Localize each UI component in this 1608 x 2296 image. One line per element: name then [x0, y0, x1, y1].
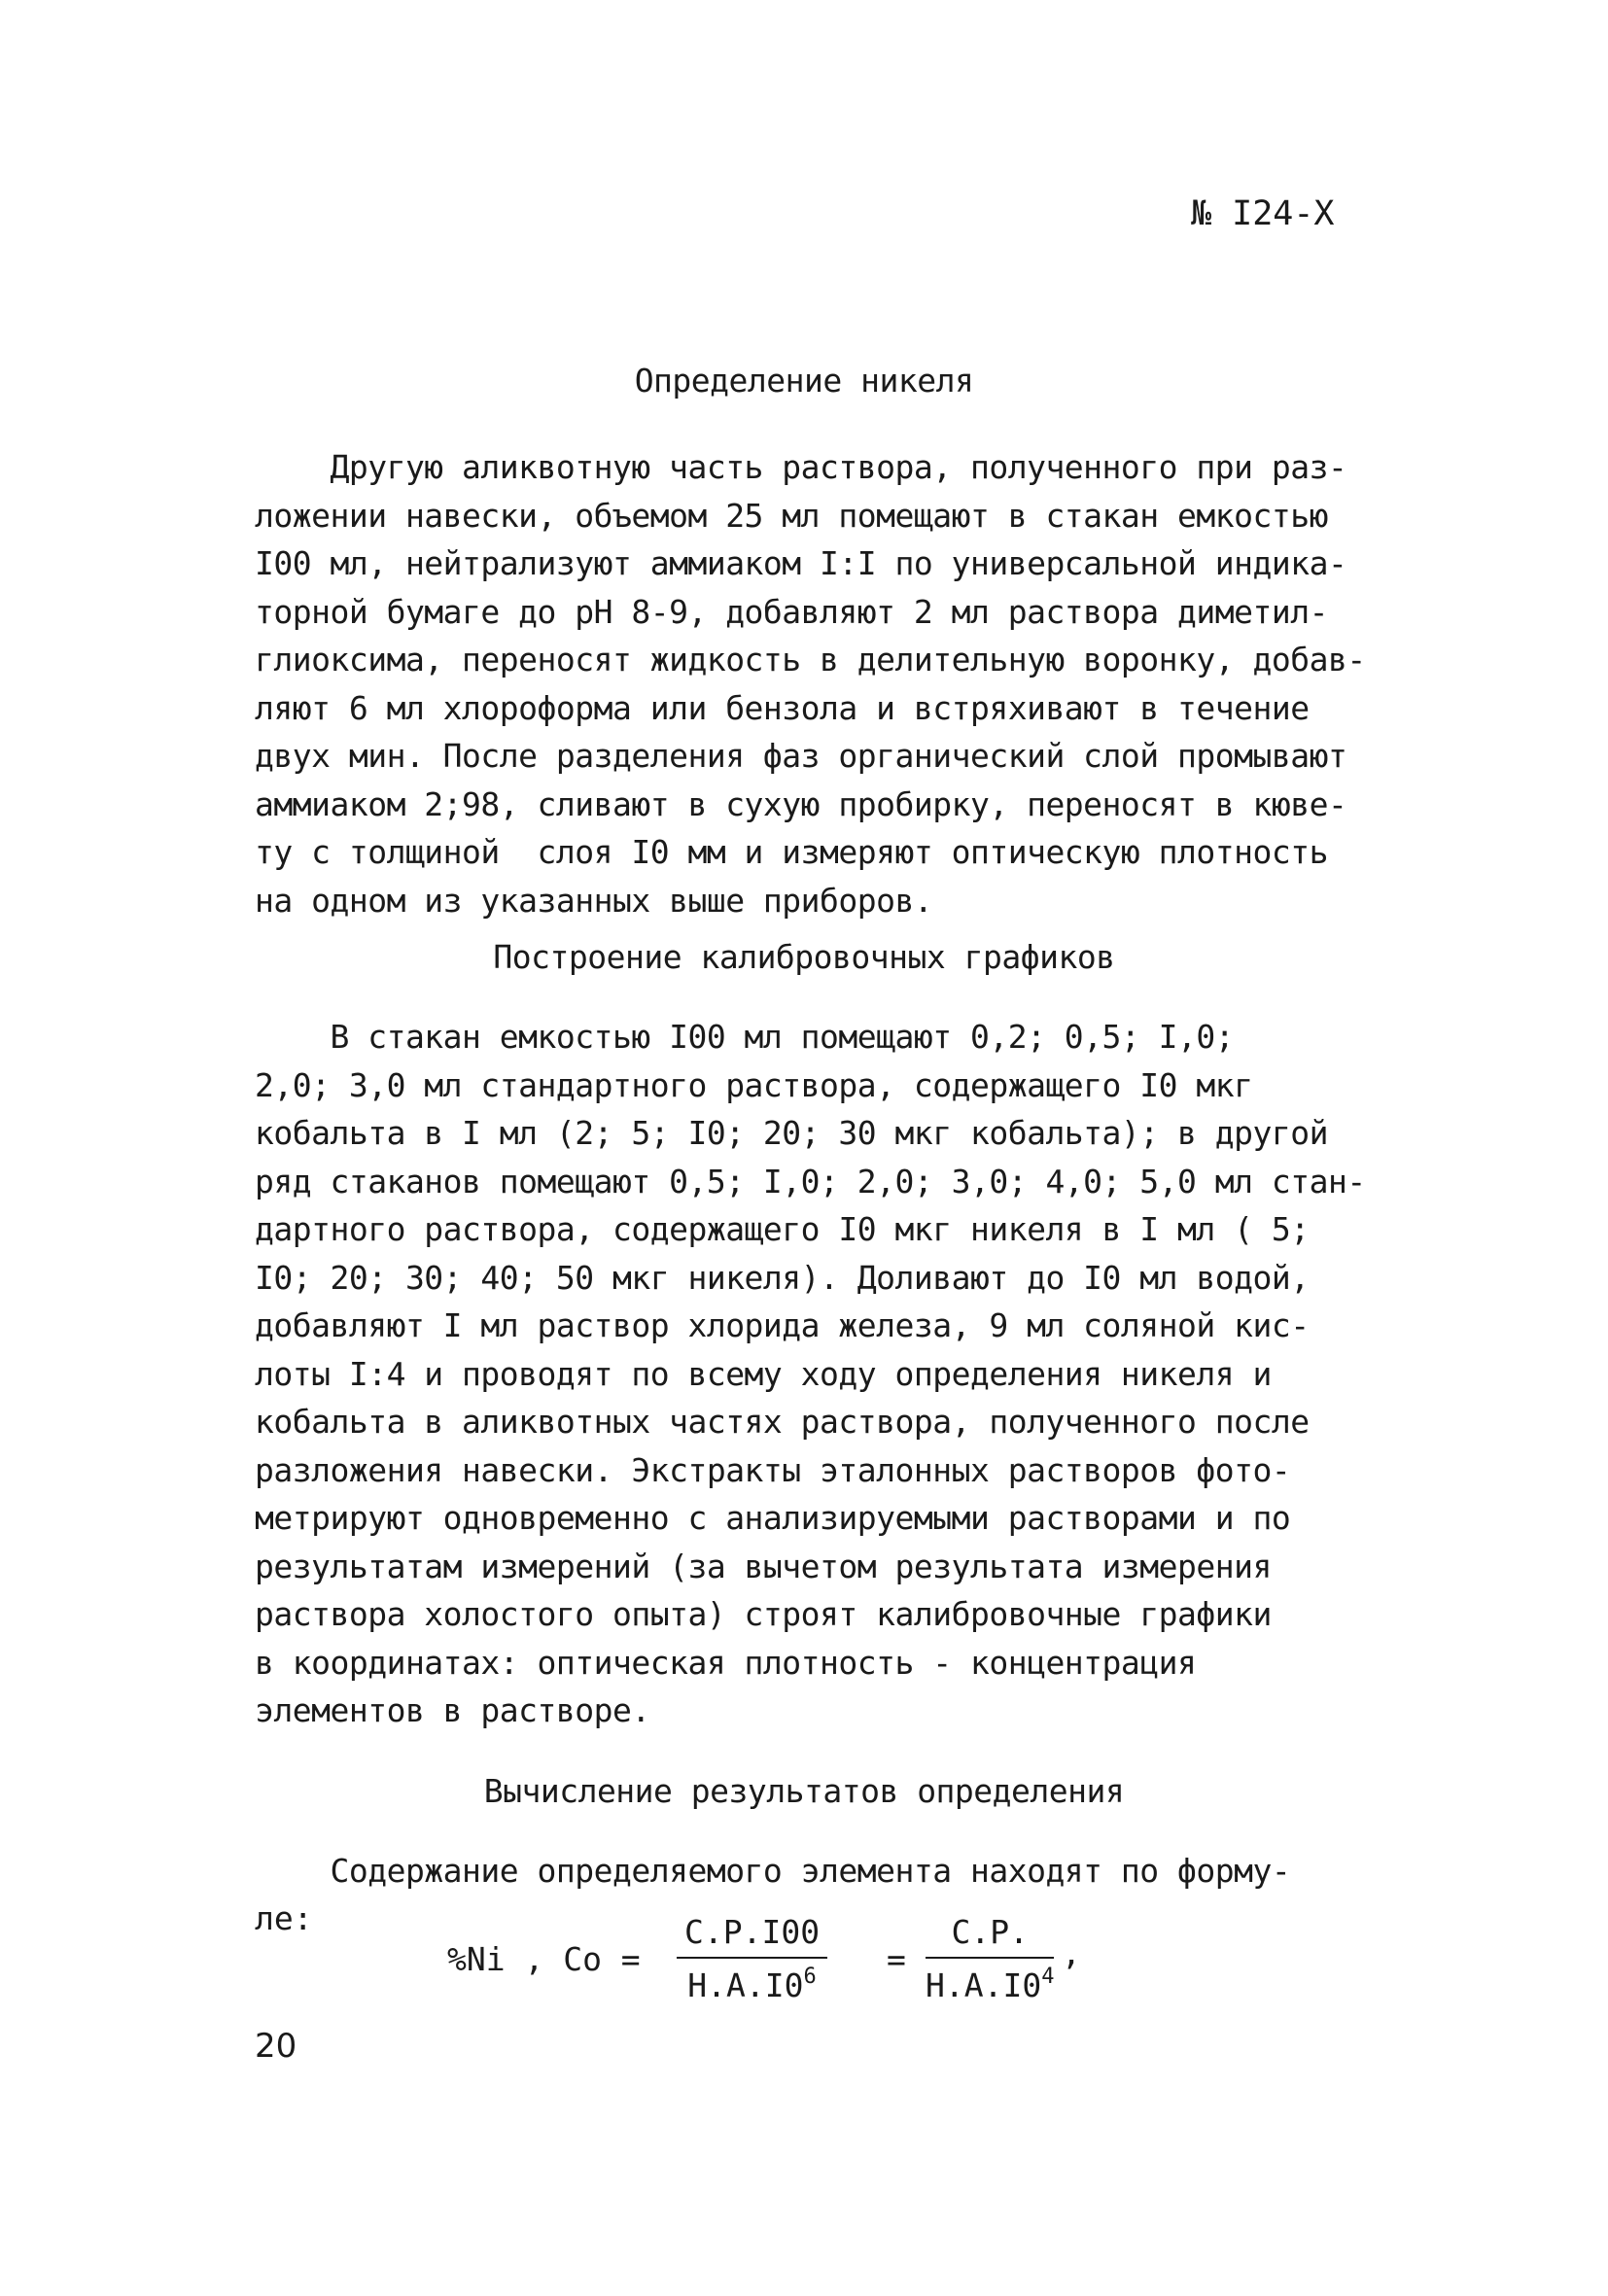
text-line: Содержание определяемого элемента находят по форму-: [255, 1852, 1291, 1890]
formula-fraction-2: [926, 1913, 1054, 2004]
text-line: кобальта в I мл (2; 5; I0; 20; 30 мкг кобальта); в другой: [255, 1114, 1328, 1152]
fraction-numerator: C.P.: [926, 1913, 1054, 1959]
text-line: I0; 20; 30; 40; 50 мкг никеля). Доливают до I0 мл водой,: [255, 1258, 1310, 1297]
page-number: 20: [255, 2027, 297, 2066]
text-line: двух мин. После разделения фаз органический слой промывают: [255, 737, 1347, 775]
document-number: № I24-Х: [1191, 194, 1335, 233]
fraction-denominator: $H.A.I0^4$: [926, 1965, 1055, 2004]
paragraph-calibration: [255, 1013, 1366, 1735]
text-line: ляют 6 мл хлороформа или бензола и встряхивают в течение: [255, 688, 1310, 727]
text-line: элементов в растворе.: [255, 1691, 650, 1729]
text-line: лоты I:4 и проводят по всему ходу определения никеля и: [255, 1354, 1272, 1393]
paragraph-calculation: [255, 1847, 1290, 1896]
fraction-numerator: C.P.I00: [677, 1913, 827, 1959]
text-line: разложения навески. Экстракты эталонных растворов фото-: [255, 1450, 1291, 1489]
section-heading-calibration: Построение калибровочных графиков: [493, 938, 1115, 976]
text-line: 2,0; 3,0 мл стандартного раствора, содержащего I0 мкг: [255, 1065, 1253, 1104]
text-line: раствора холостого опыта) строят калибровочные графики: [255, 1595, 1272, 1633]
text-line: ряд стаканов помещают 0,5; I,0; 2,0; 3,0; 4,0; 5,0 мл стан-: [255, 1162, 1366, 1200]
formula-lhs: %Ni , Co =: [447, 1940, 641, 1978]
text-line: ложении навески, объемом 25 мл помещают в стакан емкостью: [255, 496, 1328, 535]
formula-equals: =: [887, 1940, 906, 1978]
text-line: добавляют I мл раствор хлорида железа, 9 мл соляной кис-: [255, 1306, 1310, 1344]
text-line: торной бумаге до pH 8-9, добавляют 2 мл раствора диметил-: [255, 592, 1328, 631]
section-heading-nickel: Определение никеля: [634, 362, 974, 400]
text-line: в координатах: оптическая плотность - концентрация: [255, 1643, 1197, 1682]
text-line: результатам измерений (за вычетом результата измерения: [255, 1547, 1272, 1585]
text-line: В стакан емкостью I00 мл помещают 0,2; 0,5; I,0;: [255, 1018, 1235, 1056]
text-line: на одном из указанных выше приборов.: [255, 881, 933, 920]
formula-tail: ,: [1062, 1934, 1081, 1972]
text-line: глиоксима, переносят жидкость в делительную воронку, добав-: [255, 641, 1366, 678]
text-line: кобальта в аликвотных частях раствора, полученного после: [255, 1403, 1310, 1441]
text-line: дартного раствора, содержащего I0 мкг никеля в I мл ( 5;: [255, 1210, 1310, 1248]
section-heading-calculation: Вычисление результатов определения: [483, 1772, 1125, 1810]
text-line: ту с толщиной слоя I0 мм и измеряют оптическую плотность: [255, 833, 1328, 871]
result-formula: [447, 1913, 1186, 2020]
text-line: аммиаком 2;98, сливают в сухую пробирку, переносят в кюве-: [255, 784, 1347, 823]
fraction-denominator: $H.A.I0^6$: [687, 1965, 817, 2004]
text-line: Другую аликвотную часть раствора, полученного при раз-: [255, 448, 1347, 486]
formula-fraction-1: [677, 1913, 827, 2004]
formula-label: ле:: [255, 1899, 313, 1937]
text-line: I00 мл, нейтрализуют аммиаком I:I по универсальной индика-: [255, 544, 1347, 582]
text-line: метрируют одновременно с анализируемыми растворами и по: [255, 1499, 1291, 1537]
paragraph-nickel: [255, 443, 1366, 924]
